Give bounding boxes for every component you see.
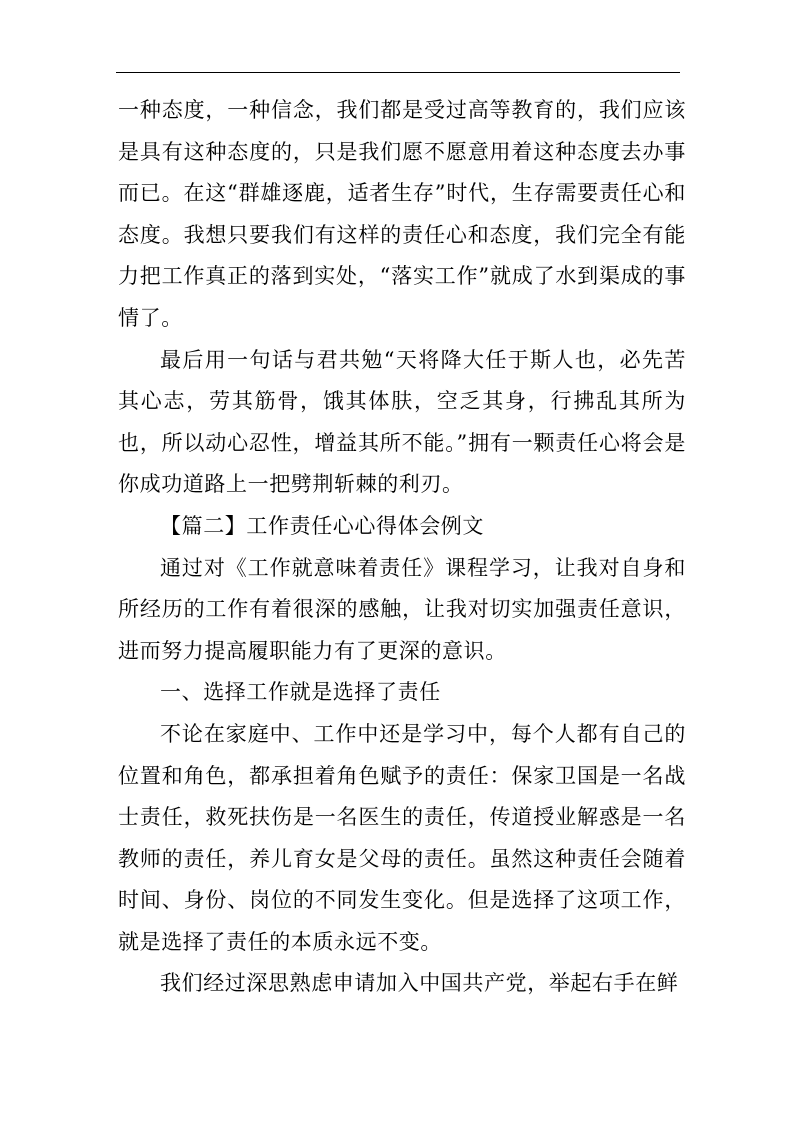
header-rule	[116, 72, 680, 73]
section-heading-part-two: 【篇二】工作责任心心得体会例文	[160, 513, 484, 538]
paragraph-1: 一种态度，一种信念，我们都是受过高等教育的，我们应该是具有这种态度的，只是我们愿不愿意用着这种态度去办事而已。在这“群雄逐鹿，适者生存”时代，生存需要责任心和态度。我想只要我们有这样的责任心和态度，我们完全有能力把工作真正的落到实处，“落实工作”就成了水到渠成的事情了。	[118, 98, 686, 330]
paragraph-4: 不论在家庭中、工作中还是学习中，每个人都有自己的位置和角色，都承担着角色赋予的责任：保家卫国是一名战士责任，救死扶伤是一名医生的责任，传道授业解惑是一名教师的责任，养儿育女是父母的责任。虽然这种责任会随着时间、身份、岗位的不同发生变化。但是选择了这项工作，就是选择了责任的本质永远不变。	[118, 721, 686, 954]
paragraph-5: 我们经过深思熟虑申请加入中国共产党，举起右手在鲜	[160, 971, 679, 996]
subheading-1: 一、选择工作就是选择了责任	[160, 680, 441, 705]
paragraph-2: 最后用一句话与君共勉“天将降大任于斯人也，必先苦其心志，劳其筋骨，饿其体肤，空乏其身，行拂乱其所为也，所以动心忍性，增益其所不能。”拥有一颗责任心将会是你成功道路上一把劈荆斩棘的利刃。	[118, 347, 686, 497]
paragraph-3: 通过对《工作就意味着责任》课程学习，让我对自身和所经历的工作有着很深的感触，让我对切实加强责任意识，进而努力提高履职能力有了更深的意识。	[118, 555, 686, 663]
document-body	[118, 90, 686, 1005]
